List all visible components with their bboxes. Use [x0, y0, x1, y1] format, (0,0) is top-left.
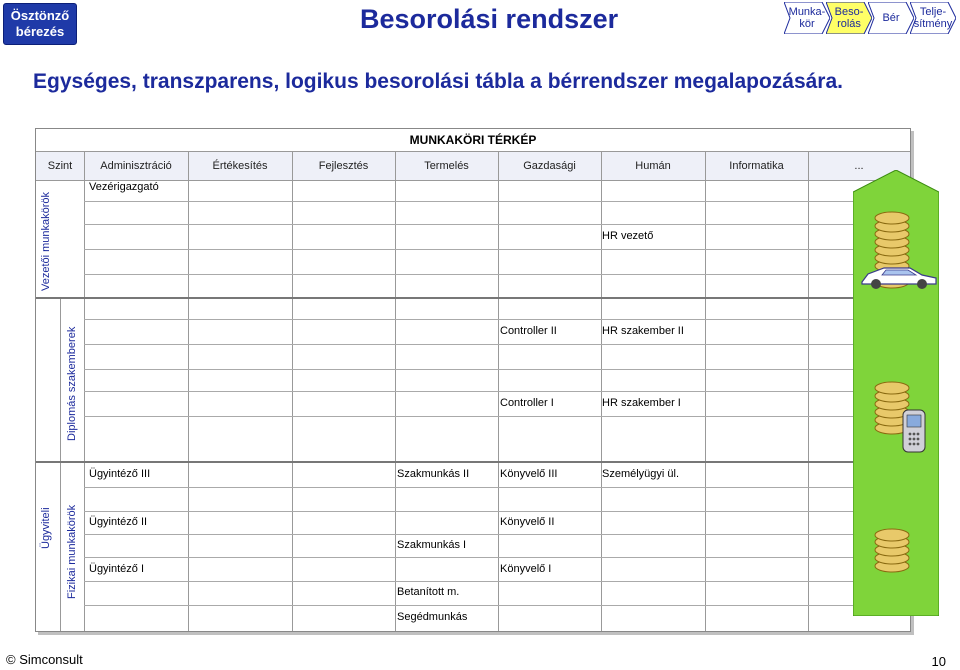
grid-line: [84, 224, 910, 225]
job-cell: Vezérigazgató: [89, 181, 159, 193]
nav-step-label: Munka-: [788, 6, 826, 18]
grid-line: [84, 344, 910, 345]
band-separator: [36, 297, 910, 299]
nav-step-besorolas[interactable]: [826, 2, 872, 34]
band-label-diplomas: Diplomás szakemberek: [66, 326, 78, 441]
nav-step-munkakor[interactable]: [784, 2, 830, 34]
grid-line: [84, 249, 910, 250]
grid-line: [84, 487, 910, 488]
column-header: Szint: [47, 160, 73, 172]
band-separator: [36, 461, 910, 463]
job-cell: HR vezető: [602, 230, 654, 242]
grid-line: [84, 319, 910, 320]
job-cell: Segédmunkás: [397, 611, 468, 623]
job-cell: Ügyintéző I: [89, 563, 145, 575]
car-icon: [858, 262, 940, 292]
column-header: Adminisztráció: [100, 160, 172, 172]
nav-step-label: rolás: [837, 18, 861, 30]
grid-line: [84, 274, 910, 275]
grid-line: [84, 534, 910, 535]
column-header: ...: [854, 160, 864, 172]
nav-step-label: Beso-: [834, 6, 864, 18]
job-cell: HR szakember I: [602, 397, 681, 409]
grid-line: [60, 297, 61, 631]
grid-line: [84, 369, 910, 370]
map-title: MUNKAKÖRI TÉRKÉP: [409, 133, 537, 147]
band-label-fizikai: Fizikai munkakörök: [66, 504, 78, 599]
column-header: Gazdasági: [523, 160, 576, 172]
copyright: © Simconsult: [6, 652, 83, 667]
grid-line: [84, 511, 910, 512]
nav-step-ber[interactable]: [868, 2, 914, 34]
nav-step-label: Bér: [882, 12, 900, 24]
column-header: Termelés: [424, 160, 469, 172]
column-header: Fejlesztés: [318, 160, 369, 172]
logo-line-1: Ösztönző: [10, 8, 70, 23]
nav-step-label: sítmény: [913, 18, 953, 30]
band-label-vezetoi: Vezetői munkakörök: [40, 191, 52, 291]
grid-line: [84, 557, 910, 558]
nav-step-teljesitmeny[interactable]: [910, 2, 956, 34]
subtitle: Egységes, transzparens, logikus besorolási tábla a bérrendszer megalapozására.: [33, 70, 843, 93]
process-nav: [784, 2, 956, 34]
job-cell: Személyügyi ül.: [602, 468, 680, 480]
grid-line: [84, 201, 910, 202]
grid-line: [84, 416, 910, 417]
coin-stack-icon: [872, 528, 912, 574]
logo: [3, 3, 77, 45]
page-number: 10: [931, 654, 946, 669]
nav-step-label: kör: [799, 18, 815, 30]
job-cell: Controller II: [500, 325, 557, 337]
mobile-phone-icon: [900, 408, 930, 454]
job-cell: Könyvelő II: [500, 516, 555, 528]
job-cell: Ügyintéző III: [89, 468, 151, 480]
grid-line: [84, 391, 910, 392]
job-cell: Betanított m.: [397, 586, 460, 598]
logo-line-2: bérezés: [15, 24, 65, 39]
column-header: Értékesítés: [212, 160, 268, 172]
nav-step-label: Telje-: [919, 6, 947, 18]
job-cell: Szakmunkás I: [397, 539, 467, 551]
map-header-row: [36, 151, 910, 181]
job-cell: Könyvelő III: [500, 468, 558, 480]
grid-line: [84, 581, 910, 582]
job-map: [35, 128, 911, 632]
job-cell: Könyvelő I: [500, 563, 552, 575]
page-title: Besorolási rendszer: [360, 4, 619, 34]
column-header: Informatika: [729, 160, 784, 172]
job-cell: Controller I: [500, 397, 554, 409]
job-cell: Ügyintéző II: [89, 516, 148, 528]
job-cell: HR szakember II: [602, 325, 684, 337]
job-cell: Szakmunkás II: [397, 468, 470, 480]
grid-line: [84, 605, 910, 606]
column-header: Humán: [635, 160, 671, 172]
band-label-ugyviteli: Ügyviteli: [40, 507, 52, 549]
